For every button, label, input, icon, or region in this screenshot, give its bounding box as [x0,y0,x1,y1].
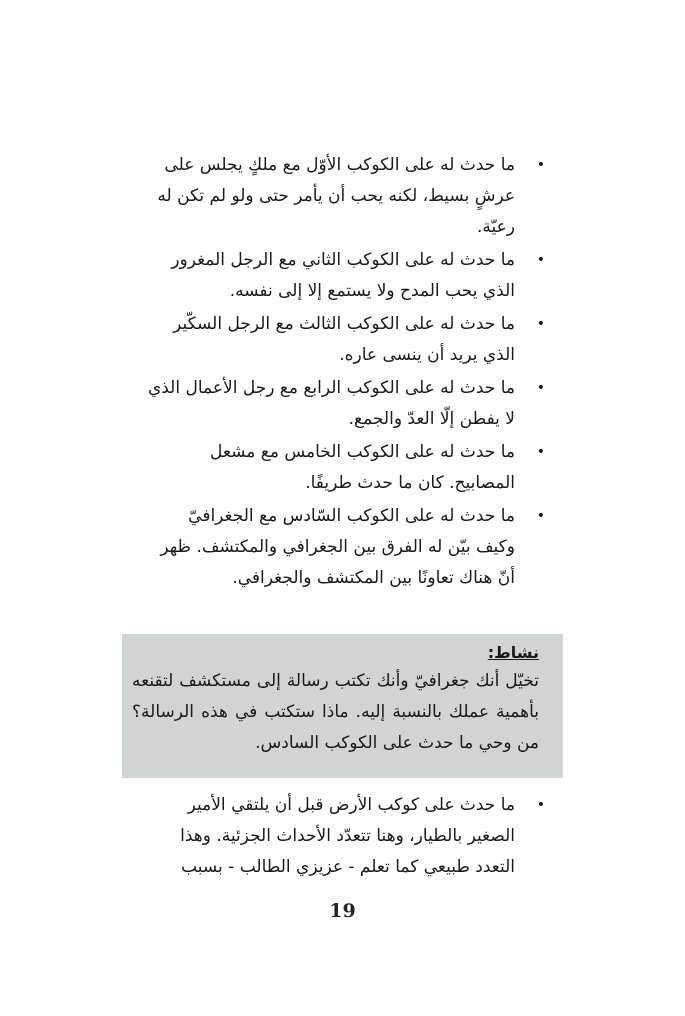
list-item [145,501,545,594]
list-item [145,373,545,435]
list-item-text: ما حدث له على الكوكب الخامس مع مشعل المصابيح. كان ما حدث طريفًا. [210,442,515,493]
list-item-text: ما حدث على كوكب الأرض قبل أن يلتقي الأمير الصغير بالطيار، وهنا تتعدّد الأحداث الجزئية. وهذا التعدد طبيعي كما تعلم - عزيزي الطالب - بسبب [180,795,515,877]
bullet-icon: • [536,252,545,268]
list-item [145,309,545,371]
list-item [145,437,545,499]
bullet-icon: • [536,380,545,396]
bullet-icon: • [536,508,545,524]
bullet-icon: • [536,444,545,460]
list-item-text: ما حدث له على الكوكب الأوّل مع ملكٍ يجلس على عرشٍ بسيط، لكنه يحب أن يأمر حتى ولو لم تكن له رعيّة. [157,155,515,237]
list-item [145,245,545,307]
bullet-icon: • [536,157,545,173]
list-item-text: ما حدث له على الكوكب الرابع مع رجل الأعمال الذي لا يفطن إلّا العدّ والجمع. [147,378,515,429]
list-item [145,790,545,883]
activity-title: نشاط: [487,643,539,662]
bullet-icon: • [536,316,545,332]
bottom-bullet-list [145,790,545,885]
activity-box [122,634,563,778]
list-item-text: ما حدث له على الكوكب الثالث مع الرجل السكّير الذي يريد أن ينسى عاره. [173,314,515,365]
list-item-text: ما حدث له على الكوكب السّادس مع الجغرافيّ وكيف بيّن له الفرق بين الجغرافي والمكتشف. ظهر أنّ هناك تعاونًا بين المكتشف والجغرافي. [160,506,515,588]
bullet-icon: • [536,797,545,813]
top-bullet-list [145,150,545,596]
list-item-text: ما حدث له على الكوكب الثاني مع الرجل المغرور الذي يحب المدح ولا يستمع إلا إلى نفسه. [171,250,515,301]
activity-text: تخيّل أنك جغرافيّ وأنك تكتب رسالة إلى مستكشف لتقنعه بأهمية عملك بالنسبة إليه. ماذا ستكتب في هذه الرسالة؟ من وحي ما حدث على الكوكب السادس. [132,671,539,753]
page-number: 19 [329,900,356,922]
list-item [145,150,545,243]
